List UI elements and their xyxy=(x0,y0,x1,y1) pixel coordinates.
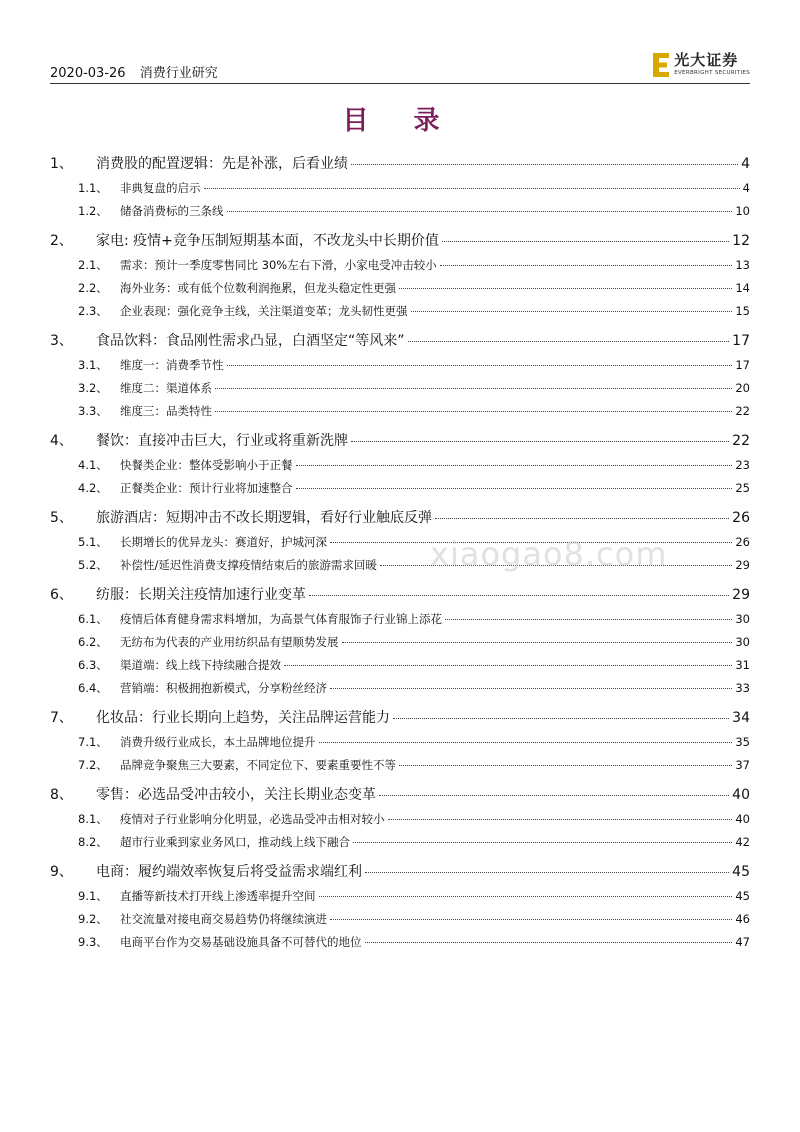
toc-section xyxy=(50,856,750,954)
toc-leader-dots xyxy=(215,411,732,412)
report-category: 消费行业研究 xyxy=(139,66,218,81)
toc-leader-dots xyxy=(388,819,733,820)
toc-subsection-row[interactable] xyxy=(50,754,750,777)
toc-number: 6.3、 xyxy=(78,658,108,672)
toc-number: 2.2、 xyxy=(78,281,108,295)
toc-subsection-row[interactable] xyxy=(50,677,750,700)
toc-section-row[interactable] xyxy=(50,148,750,177)
toc-label: 餐饮：直接冲击巨大，行业或将重新洗牌 xyxy=(96,433,348,449)
toc-page-number: 33 xyxy=(735,681,750,695)
toc-subsection-row[interactable] xyxy=(50,454,750,477)
toc-leader-dots xyxy=(379,795,729,796)
toc-leader-dots xyxy=(284,665,732,666)
toc-leader-dots xyxy=(393,718,729,719)
toc-leader-dots xyxy=(445,619,732,620)
toc-page-number: 10 xyxy=(735,204,750,218)
toc-subsection-row[interactable] xyxy=(50,808,750,831)
toc-label: 疫情对子行业影响分化明显，必选品受冲击相对较小 xyxy=(120,812,385,826)
toc-number: 8.2、 xyxy=(78,835,108,849)
report-date: 2020-03-26 xyxy=(50,66,126,81)
toc-section xyxy=(50,425,750,500)
toc-subsection-row[interactable] xyxy=(50,200,750,223)
toc-number: 1、 xyxy=(50,156,73,172)
toc-page-number: 45 xyxy=(732,864,750,880)
toc-label: 无纺布为代表的产业用纺织品有望顺势发展 xyxy=(120,635,339,649)
toc-page-number: 4 xyxy=(741,156,750,172)
toc-number: 3、 xyxy=(50,333,73,349)
toc-section-row[interactable] xyxy=(50,325,750,354)
toc-subsection-row[interactable] xyxy=(50,908,750,931)
toc-label: 化妆品：行业长期向上趋势，关注品牌运营能力 xyxy=(96,710,390,726)
toc-section-row[interactable] xyxy=(50,856,750,885)
toc-label: 品牌竞争聚焦三大要素，不同定位下、要素重要性不等 xyxy=(120,758,396,772)
toc-number: 3.3、 xyxy=(78,404,108,418)
toc-leader-dots xyxy=(435,518,729,519)
toc-page-number: 45 xyxy=(735,889,750,903)
toc-leader-dots xyxy=(227,211,733,212)
toc-label: 家电: 疫情+竞争压制短期基本面，不改龙头中长期价值 xyxy=(96,233,439,249)
toc-page-number: 17 xyxy=(735,358,750,372)
toc-section xyxy=(50,325,750,423)
toc-page-number: 40 xyxy=(732,787,750,803)
toc-subsection-row[interactable] xyxy=(50,354,750,377)
header-divider xyxy=(50,83,750,84)
toc-label: 正餐类企业：预计行业将加速整合 xyxy=(120,481,293,495)
toc-page-number: 35 xyxy=(735,735,750,749)
toc-section xyxy=(50,579,750,700)
toc-number: 8.1、 xyxy=(78,812,108,826)
toc-page-number: 42 xyxy=(735,835,750,849)
toc-page-number: 22 xyxy=(732,433,750,449)
toc-page-number: 17 xyxy=(732,333,750,349)
toc-leader-dots xyxy=(296,465,733,466)
toc-label: 补偿性/延迟性消费支撑疫情结束后的旅游需求回暖 xyxy=(120,558,377,572)
toc-subsection-row[interactable] xyxy=(50,300,750,323)
toc-label: 纺服：长期关注疫情加速行业变革 xyxy=(96,587,306,603)
toc-number: 6、 xyxy=(50,587,73,603)
toc-number: 5、 xyxy=(50,510,73,526)
toc-page-number: 15 xyxy=(735,304,750,318)
toc-page-number: 31 xyxy=(735,658,750,672)
toc-leader-dots xyxy=(204,188,740,189)
toc-number: 9.2、 xyxy=(78,912,108,926)
toc-page-number: 40 xyxy=(735,812,750,826)
toc-number: 1.2、 xyxy=(78,204,108,218)
toc-label: 营销端：积极拥抱新模式，分享粉丝经济 xyxy=(120,681,327,695)
toc-page-number: 14 xyxy=(735,281,750,295)
toc-label: 消费股的配置逻辑：先是补涨，后看业绩 xyxy=(96,156,348,172)
toc-label: 长期增长的优异龙头：赛道好，护城河深 xyxy=(120,535,327,549)
toc-page-number: 12 xyxy=(732,233,750,249)
toc-subsection-row[interactable] xyxy=(50,885,750,908)
toc-section xyxy=(50,148,750,223)
toc-leader-dots xyxy=(353,842,732,843)
toc-label: 直播等新技术打开线上渗透率提升空间 xyxy=(120,889,316,903)
toc-page-number: 20 xyxy=(735,381,750,395)
toc-subsection-row[interactable] xyxy=(50,177,750,200)
toc-subsection-row[interactable] xyxy=(50,931,750,954)
toc-number: 9、 xyxy=(50,864,73,880)
toc-subsection-row[interactable] xyxy=(50,608,750,631)
watermark: xiaogao8.com xyxy=(430,535,668,573)
toc-page-number: 29 xyxy=(735,558,750,572)
company-logo xyxy=(652,50,750,80)
toc-label: 维度三：品类特性 xyxy=(120,404,212,418)
toc-page-number: 46 xyxy=(735,912,750,926)
toc-leader-dots xyxy=(399,765,732,766)
toc-number: 4.2、 xyxy=(78,481,108,495)
toc-label: 疫情后体育健身需求料增加，为高景气体育服饰子行业锦上添花 xyxy=(120,612,442,626)
toc-label: 非典复盘的启示 xyxy=(120,181,201,195)
toc-section-row[interactable] xyxy=(50,579,750,608)
toc-subsection-row[interactable] xyxy=(50,631,750,654)
toc-subsection-row[interactable] xyxy=(50,254,750,277)
toc-number: 4.1、 xyxy=(78,458,108,472)
toc-leader-dots xyxy=(319,742,733,743)
toc-label: 储备消费标的三条线 xyxy=(120,204,224,218)
toc-label: 企业表现：强化竞争主线，关注渠道变革；龙头韧性更强 xyxy=(120,304,408,318)
toc-page-number: 26 xyxy=(735,535,750,549)
toc-leader-dots xyxy=(442,241,729,242)
toc-label: 社交流量对接电商交易趋势仍将继续演进 xyxy=(120,912,327,926)
toc-section-row[interactable] xyxy=(50,225,750,254)
toc-number: 8、 xyxy=(50,787,73,803)
toc-number: 7.1、 xyxy=(78,735,108,749)
toc-leader-dots xyxy=(440,265,733,266)
toc-number: 6.1、 xyxy=(78,612,108,626)
toc-number: 2、 xyxy=(50,233,73,249)
toc-leader-dots xyxy=(365,872,729,873)
toc-subsection-row[interactable] xyxy=(50,400,750,423)
toc-subsection-row[interactable] xyxy=(50,731,750,754)
logo-text-cn: 光大证券 xyxy=(674,51,739,70)
toc-label: 维度二：渠道体系 xyxy=(120,381,212,395)
toc-leader-dots xyxy=(399,288,732,289)
toc-number: 9.1、 xyxy=(78,889,108,903)
toc-leader-dots xyxy=(309,595,729,596)
toc-number: 3.2、 xyxy=(78,381,108,395)
toc-page-number: 34 xyxy=(732,710,750,726)
toc-page-number: 37 xyxy=(735,758,750,772)
toc-subsection-row[interactable] xyxy=(50,654,750,677)
toc-page-number: 4 xyxy=(742,181,750,195)
toc-number: 7.2、 xyxy=(78,758,108,772)
toc-leader-dots xyxy=(351,441,729,442)
toc-leader-dots xyxy=(342,642,733,643)
toc-section xyxy=(50,779,750,854)
toc-subsection-row[interactable] xyxy=(50,277,750,300)
toc-label: 食品饮料：食品刚性需求凸显，白酒坚定“等风来” xyxy=(96,333,405,349)
page-header xyxy=(50,50,750,84)
toc-page-number: 22 xyxy=(735,404,750,418)
toc-number: 6.2、 xyxy=(78,635,108,649)
everbright-logo-icon xyxy=(652,52,670,78)
toc-number: 7、 xyxy=(50,710,73,726)
toc-subsection-row[interactable] xyxy=(50,377,750,400)
toc-label: 电商平台作为交易基础设施具备不可替代的地位 xyxy=(120,935,362,949)
toc-page-number: 47 xyxy=(735,935,750,949)
toc-label: 消费升级行业成长，本土品牌地位提升 xyxy=(120,735,316,749)
toc-page-number: 26 xyxy=(732,510,750,526)
toc-label: 维度一：消费季节性 xyxy=(120,358,224,372)
toc-leader-dots xyxy=(351,164,738,165)
toc-page-number: 25 xyxy=(735,481,750,495)
toc-leader-dots xyxy=(330,688,732,689)
toc-page-number: 30 xyxy=(735,635,750,649)
toc-number: 1.1、 xyxy=(78,181,108,195)
toc-label: 超市行业乘到家业务风口，推动线上线下融合 xyxy=(120,835,350,849)
toc-section-row[interactable] xyxy=(50,425,750,454)
toc-section xyxy=(50,225,750,323)
toc-page-number: 13 xyxy=(735,258,750,272)
toc-label: 旅游酒店：短期冲击不改长期逻辑，看好行业触底反弹 xyxy=(96,510,432,526)
header-meta xyxy=(50,62,218,81)
toc-label: 渠道端：线上线下持续融合提效 xyxy=(120,658,281,672)
toc-number: 5.1、 xyxy=(78,535,108,549)
toc-leader-dots xyxy=(227,365,733,366)
toc-label: 快餐类企业：整体受影响小于正餐 xyxy=(120,458,293,472)
logo-text-en: EVERBRIGHT SECURITIES xyxy=(674,70,750,77)
toc-label: 需求：预计一季度零售同比 30%左右下滑，小家电受冲击较小 xyxy=(120,258,437,272)
toc-number: 5.2、 xyxy=(78,558,108,572)
toc-section-row[interactable] xyxy=(50,702,750,731)
toc-page-number: 29 xyxy=(732,587,750,603)
toc-label: 电商：履约端效率恢复后将受益需求端红利 xyxy=(96,864,362,880)
toc-subsection-row[interactable] xyxy=(50,831,750,854)
toc-section xyxy=(50,702,750,777)
toc-leader-dots xyxy=(408,341,730,342)
toc-leader-dots xyxy=(330,919,732,920)
toc-number: 4、 xyxy=(50,433,73,449)
toc-subsection-row[interactable] xyxy=(50,477,750,500)
toc-section-row[interactable] xyxy=(50,502,750,531)
toc-leader-dots xyxy=(296,488,733,489)
toc-number: 9.3、 xyxy=(78,935,108,949)
toc-number: 3.1、 xyxy=(78,358,108,372)
toc-label: 零售：必选品受冲击较小，关注长期业态变革 xyxy=(96,787,376,803)
toc-section-row[interactable] xyxy=(50,779,750,808)
page-title: 目 录 xyxy=(342,106,458,136)
toc-leader-dots xyxy=(215,388,732,389)
toc-label: 海外业务：或有低个位数利润拖累，但龙头稳定性更强 xyxy=(120,281,396,295)
toc-page-number: 30 xyxy=(735,612,750,626)
toc-leader-dots xyxy=(411,311,733,312)
toc-page-number: 23 xyxy=(735,458,750,472)
toc-number: 6.4、 xyxy=(78,681,108,695)
toc-number: 2.1、 xyxy=(78,258,108,272)
toc-number: 2.3、 xyxy=(78,304,108,318)
toc-leader-dots xyxy=(365,942,733,943)
toc-leader-dots xyxy=(319,896,733,897)
